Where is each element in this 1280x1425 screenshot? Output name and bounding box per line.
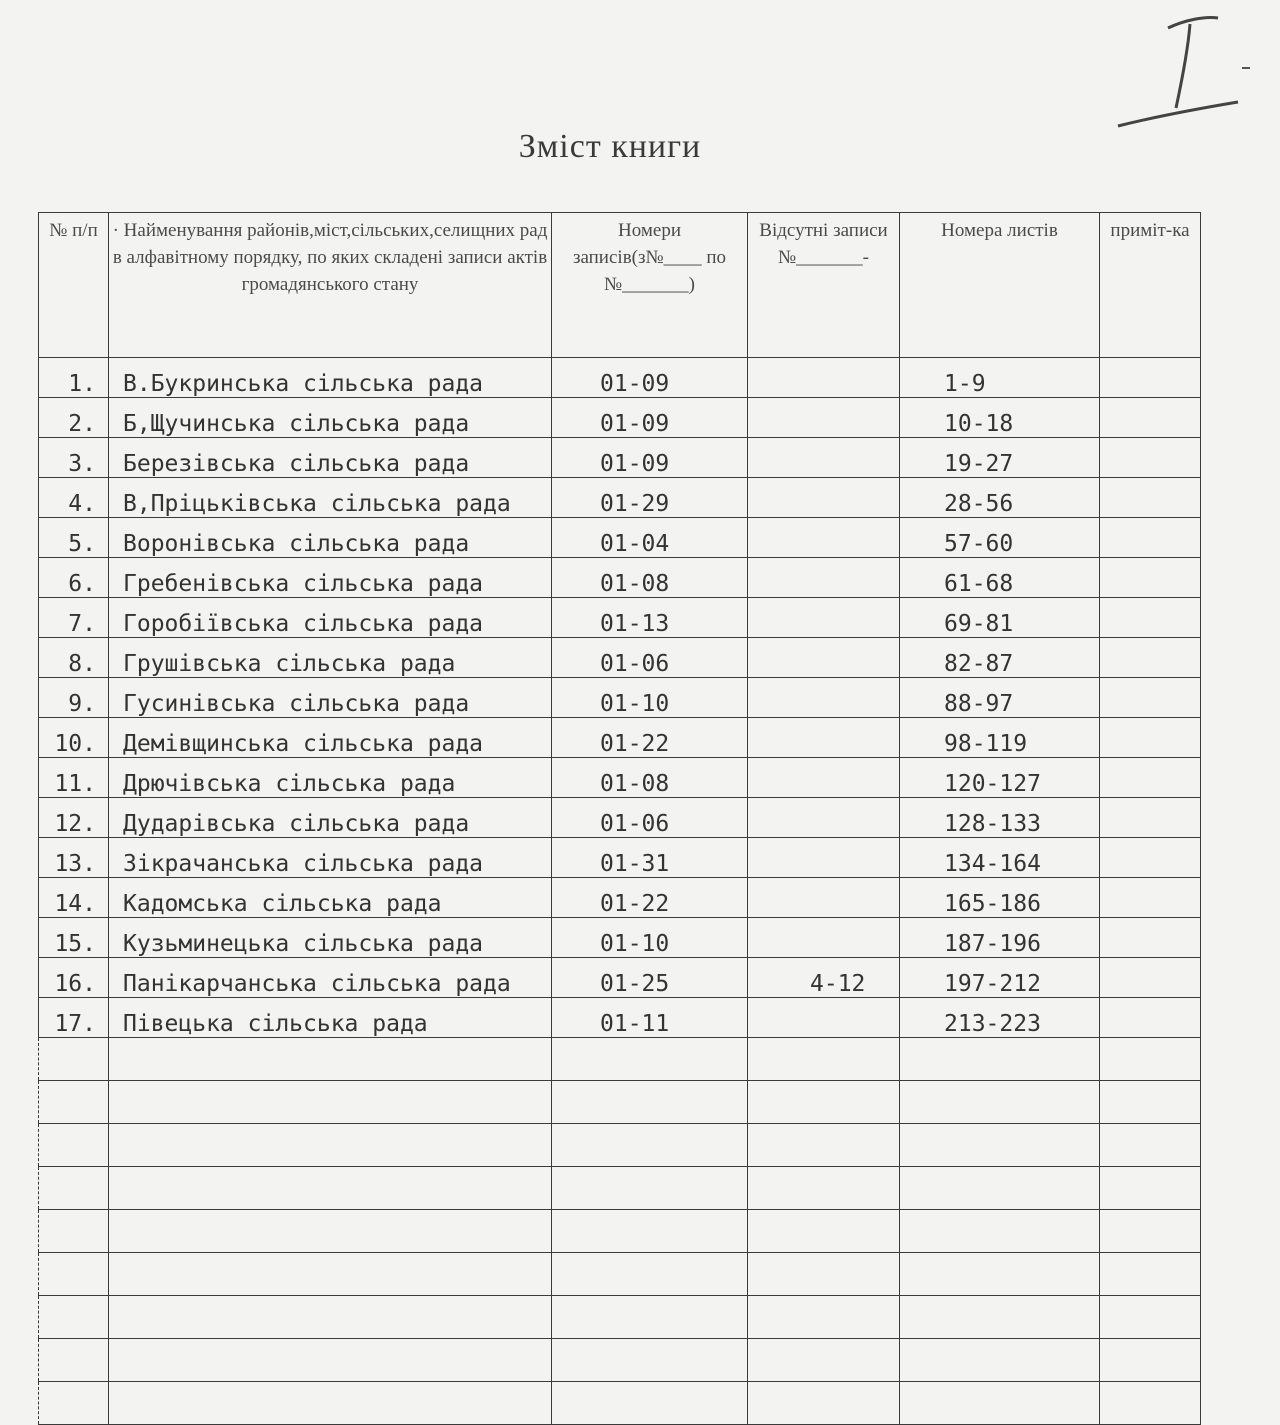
row-notes: [1100, 438, 1201, 478]
row-sheets: 82-87: [900, 638, 1100, 678]
empty-row: [39, 1124, 1201, 1167]
row-sheets: 28-56: [900, 478, 1100, 518]
row-records: 01-04: [552, 518, 748, 558]
row-missing: [748, 718, 900, 758]
row-notes: [1100, 758, 1201, 798]
row-records: 01-11: [552, 998, 748, 1038]
row-missing: [748, 798, 900, 838]
row-records: 01-08: [552, 558, 748, 598]
row-notes: [1100, 718, 1201, 758]
table-row: [39, 878, 1201, 918]
row-sheets: 134-164: [900, 838, 1100, 878]
row-notes: [1100, 638, 1201, 678]
table-row: [39, 518, 1201, 558]
row-sheets: 213-223: [900, 998, 1100, 1038]
row-name: Півецька сільська рада: [109, 998, 552, 1038]
row-records: 01-22: [552, 878, 748, 918]
contents-table: [38, 212, 1201, 1425]
table-row: [39, 678, 1201, 718]
row-missing: [748, 398, 900, 438]
row-records: 01-09: [552, 398, 748, 438]
row-num: 7.: [39, 598, 109, 638]
row-missing: [748, 438, 900, 478]
table-row: [39, 918, 1201, 958]
row-notes: [1100, 878, 1201, 918]
row-sheets: 69-81: [900, 598, 1100, 638]
header-missing: Відсутні записи №_______-: [748, 213, 900, 358]
row-num: 14.: [39, 878, 109, 918]
row-sheets: 88-97: [900, 678, 1100, 718]
table-row: [39, 598, 1201, 638]
row-records: 01-25: [552, 958, 748, 998]
row-missing: 4-12: [748, 958, 900, 998]
row-num: 15.: [39, 918, 109, 958]
table-row: [39, 758, 1201, 798]
row-missing: [748, 838, 900, 878]
row-num: 11.: [39, 758, 109, 798]
empty-row: [39, 1081, 1201, 1124]
table-row: [39, 638, 1201, 678]
empty-row: [39, 1210, 1201, 1253]
row-missing: [748, 358, 900, 398]
row-notes: [1100, 838, 1201, 878]
header-name: · Найменування районів,міст,сільських,селищних рад в алфавітному порядку, по яких складені записи актів громадянського стану: [109, 213, 552, 358]
row-records: 01-10: [552, 918, 748, 958]
row-missing: [748, 598, 900, 638]
row-missing: [748, 558, 900, 598]
header-records: Номери записів(з№____ по №_______): [552, 213, 748, 358]
row-num: 2.: [39, 398, 109, 438]
row-num: 13.: [39, 838, 109, 878]
row-num: 5.: [39, 518, 109, 558]
row-records: 01-09: [552, 358, 748, 398]
row-records: 01-08: [552, 758, 748, 798]
row-sheets: 128-133: [900, 798, 1100, 838]
row-sheets: 19-27: [900, 438, 1100, 478]
table-row: [39, 358, 1201, 398]
row-num: 3.: [39, 438, 109, 478]
row-sheets: 1-9: [900, 358, 1100, 398]
row-name: Панікарчанська сільська рада: [109, 958, 552, 998]
row-notes: [1100, 918, 1201, 958]
empty-row: [39, 1167, 1201, 1210]
row-sheets: 197-212: [900, 958, 1100, 998]
header-sheets: Номера листів: [900, 213, 1100, 358]
row-notes: [1100, 398, 1201, 438]
row-records: 01-06: [552, 798, 748, 838]
row-missing: [748, 878, 900, 918]
row-num: 6.: [39, 558, 109, 598]
row-sheets: 98-119: [900, 718, 1100, 758]
row-name: Дрючівська сільська рада: [109, 758, 552, 798]
row-name: Демівщинська сільська рада: [109, 718, 552, 758]
table-row: [39, 438, 1201, 478]
table-row: [39, 718, 1201, 758]
empty-row: [39, 1253, 1201, 1296]
row-notes: [1100, 598, 1201, 638]
header-notes: приміт-ка: [1100, 213, 1201, 358]
empty-row: [39, 1339, 1201, 1382]
row-name: Грушівська сільська рада: [109, 638, 552, 678]
table-row: [39, 558, 1201, 598]
row-missing: [748, 678, 900, 718]
row-notes: [1100, 518, 1201, 558]
row-num: 16.: [39, 958, 109, 998]
row-num: 8.: [39, 638, 109, 678]
handwritten-volume-mark: [1110, 10, 1260, 140]
row-notes: [1100, 958, 1201, 998]
row-num: 4.: [39, 478, 109, 518]
row-num: 9.: [39, 678, 109, 718]
row-records: 01-13: [552, 598, 748, 638]
row-num: 12.: [39, 798, 109, 838]
row-name: Б,Щучинська сільська рада: [109, 398, 552, 438]
row-sheets: 57-60: [900, 518, 1100, 558]
row-notes: [1100, 998, 1201, 1038]
row-records: 01-31: [552, 838, 748, 878]
table-row: [39, 478, 1201, 518]
row-notes: [1100, 558, 1201, 598]
row-notes: [1100, 798, 1201, 838]
row-num: 17.: [39, 998, 109, 1038]
row-notes: [1100, 678, 1201, 718]
empty-row: [39, 1038, 1201, 1081]
table-row: [39, 838, 1201, 878]
row-missing: [748, 758, 900, 798]
row-sheets: 120-127: [900, 758, 1100, 798]
header-row: [39, 213, 1201, 358]
row-missing: [748, 998, 900, 1038]
row-records: 01-09: [552, 438, 748, 478]
empty-row: [39, 1382, 1201, 1425]
row-sheets: 187-196: [900, 918, 1100, 958]
row-sheets: 10-18: [900, 398, 1100, 438]
table-row: [39, 398, 1201, 438]
row-records: 01-10: [552, 678, 748, 718]
row-name: Горобіївська сільська рада: [109, 598, 552, 638]
row-missing: [748, 638, 900, 678]
header-num: № п/п: [39, 213, 109, 358]
table-row: [39, 998, 1201, 1038]
row-num: 1.: [39, 358, 109, 398]
row-sheets: 165-186: [900, 878, 1100, 918]
row-notes: [1100, 358, 1201, 398]
row-records: 01-06: [552, 638, 748, 678]
row-num: 10.: [39, 718, 109, 758]
row-missing: [748, 478, 900, 518]
row-records: 01-29: [552, 478, 748, 518]
row-missing: [748, 518, 900, 558]
row-records: 01-22: [552, 718, 748, 758]
row-name: Гусинівська сільська рада: [109, 678, 552, 718]
row-name: Кузьминецька сільська рада: [109, 918, 552, 958]
row-name: В,Пріцьківська сільська рада: [109, 478, 552, 518]
row-name: Зікрачанська сільська рада: [109, 838, 552, 878]
row-name: Березівська сільська рада: [109, 438, 552, 478]
table-row: [39, 798, 1201, 838]
empty-row: [39, 1296, 1201, 1339]
table-row: [39, 958, 1201, 998]
page-title: Зміст книги: [518, 128, 702, 165]
row-name: Гребенівська сільська рада: [109, 558, 552, 598]
row-name: Кадомська сільська рада: [109, 878, 552, 918]
row-name: В.Букринська сільська рада: [109, 358, 552, 398]
row-missing: [748, 918, 900, 958]
row-notes: [1100, 478, 1201, 518]
row-name: Дударівська сільська рада: [109, 798, 552, 838]
row-sheets: 61-68: [900, 558, 1100, 598]
row-name: Воронівська сільська рада: [109, 518, 552, 558]
